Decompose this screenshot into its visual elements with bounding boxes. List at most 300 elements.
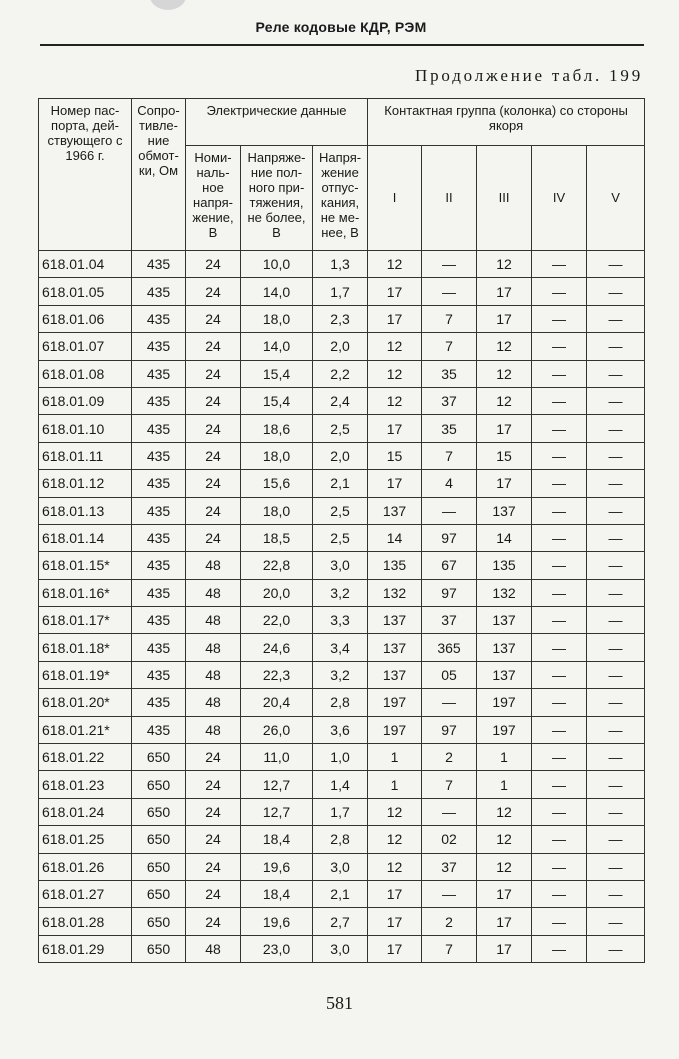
table-cell: 435 — [132, 634, 186, 661]
table-cell: 3,2 — [313, 661, 368, 688]
table-cell: 618.01.15* — [39, 552, 132, 579]
table-cell: 435 — [132, 716, 186, 743]
table-cell: 17 — [477, 935, 532, 962]
table-cell: 618.01.07 — [39, 333, 132, 360]
table-cell: — — [587, 552, 645, 579]
table-cell: — — [587, 251, 645, 278]
table-row — [39, 716, 645, 743]
table-cell: — — [587, 607, 645, 634]
table-cell: — — [587, 415, 645, 442]
table-cell: — — [587, 935, 645, 962]
table-cell: 24 — [186, 497, 241, 524]
table-cell: 7 — [422, 935, 477, 962]
table-cell: — — [532, 935, 587, 962]
table-cell: 19,6 — [241, 853, 313, 880]
table-cell: 618.01.12 — [39, 470, 132, 497]
table-cell: 435 — [132, 387, 186, 414]
table-cell: 435 — [132, 442, 186, 469]
table-cell: 1 — [368, 771, 422, 798]
header-passport: Номер пас-порта, дей-ствующего с 1966 г. — [39, 99, 132, 251]
table-cell: 650 — [132, 880, 186, 907]
table-cell: 17 — [477, 880, 532, 907]
table-cell: 37 — [422, 607, 477, 634]
table-cell: 12 — [368, 798, 422, 825]
table-cell: 24 — [186, 333, 241, 360]
table-cell: 24 — [186, 908, 241, 935]
table-cell: 135 — [368, 552, 422, 579]
table-cell: — — [587, 524, 645, 551]
table-cell: 10,0 — [241, 251, 313, 278]
table-cell: 435 — [132, 333, 186, 360]
table-cell: 22,0 — [241, 607, 313, 634]
table-cell: 17 — [477, 415, 532, 442]
table-row — [39, 251, 645, 278]
table-cell: 435 — [132, 360, 186, 387]
table-cell: 48 — [186, 689, 241, 716]
table-cell: 435 — [132, 552, 186, 579]
table-cell: 7 — [422, 771, 477, 798]
table-cell: — — [532, 333, 587, 360]
table-cell: 3,0 — [313, 552, 368, 579]
table-cell: 650 — [132, 853, 186, 880]
table-cell: 15,6 — [241, 470, 313, 497]
table-body — [39, 251, 645, 963]
table-cell: — — [422, 689, 477, 716]
table-cell: — — [422, 251, 477, 278]
table-cell: 197 — [368, 689, 422, 716]
table-cell: 2,5 — [313, 415, 368, 442]
table-cell: — — [422, 497, 477, 524]
table-cell: 7 — [422, 305, 477, 332]
header-electrical: Электрические данные — [186, 99, 368, 146]
table-cell: 2,8 — [313, 689, 368, 716]
table-cell: 14 — [477, 524, 532, 551]
table-cell: 37 — [422, 853, 477, 880]
table-cell: 3,6 — [313, 716, 368, 743]
table-cell: 137 — [368, 661, 422, 688]
table-cell: 48 — [186, 607, 241, 634]
table-cell: 618.01.18* — [39, 634, 132, 661]
table-cell: 12 — [477, 798, 532, 825]
table-cell: 12 — [368, 333, 422, 360]
table-cell: 2,2 — [313, 360, 368, 387]
table-row — [39, 634, 645, 661]
table-cell: 2,3 — [313, 305, 368, 332]
table-cell: 24 — [186, 305, 241, 332]
table-cell: — — [587, 442, 645, 469]
table-cell: 650 — [132, 771, 186, 798]
table-row — [39, 880, 645, 907]
table-cell: — — [532, 826, 587, 853]
table-cell: 2 — [422, 908, 477, 935]
table-cell: 12 — [477, 251, 532, 278]
table-cell: — — [587, 661, 645, 688]
table-cell: 12 — [477, 853, 532, 880]
table-cell: 17 — [368, 278, 422, 305]
table-cell: 650 — [132, 908, 186, 935]
header-nominal-voltage: Номи-наль-ное напря-жение, В — [186, 146, 241, 251]
table-cell: — — [422, 798, 477, 825]
table-cell: 48 — [186, 935, 241, 962]
header-release-voltage: Напря-жение отпус-кания, не ме-нее, В — [313, 146, 368, 251]
table-cell: 48 — [186, 634, 241, 661]
table-cell: — — [532, 661, 587, 688]
table-cell: — — [587, 716, 645, 743]
table-cell: 197 — [477, 716, 532, 743]
table-cell: — — [532, 579, 587, 606]
table-cell: — — [532, 415, 587, 442]
table-cell: 618.01.05 — [39, 278, 132, 305]
table-cell: 17 — [368, 908, 422, 935]
table-cell: 12 — [368, 387, 422, 414]
table-row — [39, 415, 645, 442]
table-cell: — — [532, 470, 587, 497]
table-cell: 12 — [368, 826, 422, 853]
table-cell: 18,0 — [241, 305, 313, 332]
header-group-2: II — [422, 146, 477, 251]
table-row — [39, 524, 645, 551]
table-row — [39, 305, 645, 332]
table-cell: 137 — [368, 634, 422, 661]
table-row — [39, 552, 645, 579]
table-cell: 24 — [186, 771, 241, 798]
table-cell: 2,5 — [313, 497, 368, 524]
table-cell: 17 — [477, 470, 532, 497]
table-cell: 618.01.22 — [39, 744, 132, 771]
table-cell: 15 — [477, 442, 532, 469]
table-cell: 435 — [132, 661, 186, 688]
table-cell: 12 — [368, 360, 422, 387]
table-cell: 2,4 — [313, 387, 368, 414]
table-row — [39, 826, 645, 853]
table-cell: 22,3 — [241, 661, 313, 688]
table-cell: — — [587, 360, 645, 387]
table-cell: 12 — [477, 360, 532, 387]
table-cell: 18,0 — [241, 497, 313, 524]
table-cell: 7 — [422, 333, 477, 360]
table-cell: 137 — [477, 634, 532, 661]
table-row — [39, 333, 645, 360]
table-cell: 435 — [132, 278, 186, 305]
table-cell: 132 — [477, 579, 532, 606]
table-cell: 3,2 — [313, 579, 368, 606]
table-cell: 18,4 — [241, 826, 313, 853]
table-cell: — — [587, 634, 645, 661]
table-cell: 18,4 — [241, 880, 313, 907]
table-cell: 1,0 — [313, 744, 368, 771]
table-cell: 4 — [422, 470, 477, 497]
table-cell: 1,4 — [313, 771, 368, 798]
table-cell: 1,3 — [313, 251, 368, 278]
table-cell: — — [587, 278, 645, 305]
table-cell: 97 — [422, 579, 477, 606]
table-cell: 1 — [477, 744, 532, 771]
table-cell: — — [532, 689, 587, 716]
table-cell: — — [532, 908, 587, 935]
table-cell: 618.01.17* — [39, 607, 132, 634]
table-cell: — — [532, 387, 587, 414]
table-row — [39, 744, 645, 771]
table-cell: 618.01.11 — [39, 442, 132, 469]
table-cell: 24 — [186, 278, 241, 305]
header-rule — [40, 44, 644, 46]
table-cell: — — [587, 880, 645, 907]
table-cell: 24 — [186, 524, 241, 551]
page-number: 581 — [326, 993, 353, 1013]
table-cell: — — [532, 251, 587, 278]
table-cell: — — [587, 853, 645, 880]
table-cell: 35 — [422, 415, 477, 442]
table-cell: 618.01.27 — [39, 880, 132, 907]
table-row — [39, 908, 645, 935]
table-cell: 48 — [186, 716, 241, 743]
header-group-3: III — [477, 146, 532, 251]
header-contacts: Контактная группа (колонка) со стороны якоря — [368, 99, 645, 146]
table-cell: 12 — [477, 826, 532, 853]
table-cell: 2,0 — [313, 442, 368, 469]
table-cell: 17 — [368, 470, 422, 497]
table-cell: — — [532, 798, 587, 825]
table-cell: 650 — [132, 744, 186, 771]
table-cell: 435 — [132, 689, 186, 716]
table-cell: 1,7 — [313, 278, 368, 305]
table-cell: 24 — [186, 826, 241, 853]
table-cell: 24 — [186, 798, 241, 825]
table-cell: 618.01.10 — [39, 415, 132, 442]
table-row — [39, 798, 645, 825]
table-cell: 1,7 — [313, 798, 368, 825]
table-cell: 48 — [186, 579, 241, 606]
table-cell: 12,7 — [241, 798, 313, 825]
table-cell: 618.01.29 — [39, 935, 132, 962]
table-row — [39, 442, 645, 469]
table-cell: 02 — [422, 826, 477, 853]
table-cell: — — [532, 744, 587, 771]
table-cell: — — [587, 771, 645, 798]
table-cell: 197 — [368, 716, 422, 743]
table-cell: 17 — [368, 935, 422, 962]
table-cell: 435 — [132, 579, 186, 606]
table-continuation-label: Продолжение табл. 199 — [415, 66, 643, 85]
table-cell: 14 — [368, 524, 422, 551]
table-cell: 17 — [368, 415, 422, 442]
table-cell: 24 — [186, 415, 241, 442]
table-cell: 2,7 — [313, 908, 368, 935]
table-cell: 137 — [477, 497, 532, 524]
table-cell: 618.01.20* — [39, 689, 132, 716]
table-cell: 618.01.23 — [39, 771, 132, 798]
table-cell: 1 — [368, 744, 422, 771]
table-cell: — — [587, 798, 645, 825]
table-cell: 15,4 — [241, 360, 313, 387]
table-cell: 20,0 — [241, 579, 313, 606]
table-cell: 37 — [422, 387, 477, 414]
table-cell: 650 — [132, 798, 186, 825]
table-cell: 24 — [186, 387, 241, 414]
table-row — [39, 771, 645, 798]
table-row — [39, 853, 645, 880]
table-cell: 17 — [368, 880, 422, 907]
table-cell: 2,5 — [313, 524, 368, 551]
header-group-5: V — [587, 146, 645, 251]
table-cell: 435 — [132, 305, 186, 332]
table-cell: 618.01.26 — [39, 853, 132, 880]
table-cell: 2,1 — [313, 880, 368, 907]
table-row — [39, 497, 645, 524]
table-cell: 2,1 — [313, 470, 368, 497]
table-cell: 24 — [186, 442, 241, 469]
table-cell: — — [532, 360, 587, 387]
table-cell: 618.01.13 — [39, 497, 132, 524]
table-cell: 17 — [368, 305, 422, 332]
table-cell: 135 — [477, 552, 532, 579]
table-cell: 618.01.14 — [39, 524, 132, 551]
table-cell: 19,6 — [241, 908, 313, 935]
running-head: Реле кодовые КДР, РЭМ — [255, 19, 427, 35]
table-cell: — — [532, 880, 587, 907]
table-cell: 2,0 — [313, 333, 368, 360]
table-cell: 22,8 — [241, 552, 313, 579]
table-cell: — — [532, 853, 587, 880]
table-cell: 618.01.16* — [39, 579, 132, 606]
table-cell: 97 — [422, 524, 477, 551]
table-cell: 435 — [132, 470, 186, 497]
table-cell: 14,0 — [241, 278, 313, 305]
table-cell: — — [532, 716, 587, 743]
table-cell: 05 — [422, 661, 477, 688]
table-cell: 618.01.08 — [39, 360, 132, 387]
table-cell: 12,7 — [241, 771, 313, 798]
table-row — [39, 935, 645, 962]
table-cell: 618.01.28 — [39, 908, 132, 935]
table-cell: 18,5 — [241, 524, 313, 551]
table-cell: 11,0 — [241, 744, 313, 771]
table-cell: 12 — [368, 853, 422, 880]
table-cell: 137 — [368, 497, 422, 524]
table-cell: 197 — [477, 689, 532, 716]
table-cell: — — [587, 387, 645, 414]
table-cell: 48 — [186, 552, 241, 579]
table-row — [39, 387, 645, 414]
table-cell: — — [587, 826, 645, 853]
table-row — [39, 360, 645, 387]
table-cell: — — [532, 442, 587, 469]
table-cell: 3,0 — [313, 853, 368, 880]
table-cell: — — [587, 305, 645, 332]
table-cell: 2,8 — [313, 826, 368, 853]
table-cell: 137 — [368, 607, 422, 634]
header-pickup-voltage: Напряже-ние пол-ного при-тяжения, не более, В — [241, 146, 313, 251]
table-cell: — — [587, 497, 645, 524]
table-cell: 14,0 — [241, 333, 313, 360]
table-cell: 435 — [132, 524, 186, 551]
table-cell: 618.01.21* — [39, 716, 132, 743]
table-cell: 24 — [186, 853, 241, 880]
table-cell: 650 — [132, 826, 186, 853]
table-cell: — — [587, 470, 645, 497]
table-cell: — — [532, 634, 587, 661]
table-cell: 618.01.06 — [39, 305, 132, 332]
table-row — [39, 470, 645, 497]
table-cell: 618.01.24 — [39, 798, 132, 825]
table-cell: 15 — [368, 442, 422, 469]
table-cell: 3,4 — [313, 634, 368, 661]
table-cell: 12 — [368, 251, 422, 278]
table-cell: 618.01.09 — [39, 387, 132, 414]
table-cell: 97 — [422, 716, 477, 743]
table-cell: 18,0 — [241, 442, 313, 469]
table-cell: 24 — [186, 251, 241, 278]
table-cell: 26,0 — [241, 716, 313, 743]
table-row — [39, 661, 645, 688]
table-cell: 137 — [477, 661, 532, 688]
table-cell: 3,3 — [313, 607, 368, 634]
header-group-1: I — [368, 146, 422, 251]
table-cell: 132 — [368, 579, 422, 606]
table-row — [39, 278, 645, 305]
table-cell: 24 — [186, 360, 241, 387]
table-cell: — — [587, 689, 645, 716]
table-cell: 12 — [477, 333, 532, 360]
table-cell: 618.01.04 — [39, 251, 132, 278]
table-cell: 435 — [132, 415, 186, 442]
table-cell: 24,6 — [241, 634, 313, 661]
table-cell: — — [532, 771, 587, 798]
table-cell: 18,6 — [241, 415, 313, 442]
table-cell: 17 — [477, 305, 532, 332]
table-cell: 48 — [186, 661, 241, 688]
relay-data-table — [38, 98, 645, 963]
table-cell: 35 — [422, 360, 477, 387]
table-cell: — — [587, 744, 645, 771]
table-cell: 17 — [477, 278, 532, 305]
table-cell: 7 — [422, 442, 477, 469]
table-row — [39, 689, 645, 716]
table-row — [39, 579, 645, 606]
header-resistance: Сопро-тивле-ние обмот-ки, Ом — [132, 99, 186, 251]
table-cell: 137 — [477, 607, 532, 634]
table-cell: — — [532, 607, 587, 634]
table-cell: — — [532, 497, 587, 524]
table-cell: — — [532, 552, 587, 579]
page-corner-mark — [150, 0, 186, 10]
table-cell: 365 — [422, 634, 477, 661]
table-cell: 618.01.25 — [39, 826, 132, 853]
table-cell: 3,0 — [313, 935, 368, 962]
table-cell: 2 — [422, 744, 477, 771]
table-cell: — — [587, 579, 645, 606]
table-cell: 24 — [186, 880, 241, 907]
table-cell: 23,0 — [241, 935, 313, 962]
table-cell: — — [422, 880, 477, 907]
table-cell: 17 — [477, 908, 532, 935]
table-cell: 650 — [132, 935, 186, 962]
table-cell: — — [532, 524, 587, 551]
table-cell: 1 — [477, 771, 532, 798]
header-group-4: IV — [532, 146, 587, 251]
table-cell: — — [587, 908, 645, 935]
table-cell: 618.01.19* — [39, 661, 132, 688]
table-cell: — — [532, 305, 587, 332]
table-cell: — — [587, 333, 645, 360]
table-cell: 435 — [132, 607, 186, 634]
table-cell: 435 — [132, 251, 186, 278]
table-cell: — — [532, 278, 587, 305]
table-cell: 24 — [186, 470, 241, 497]
table-cell: 12 — [477, 387, 532, 414]
table-cell: — — [422, 278, 477, 305]
table-row — [39, 607, 645, 634]
